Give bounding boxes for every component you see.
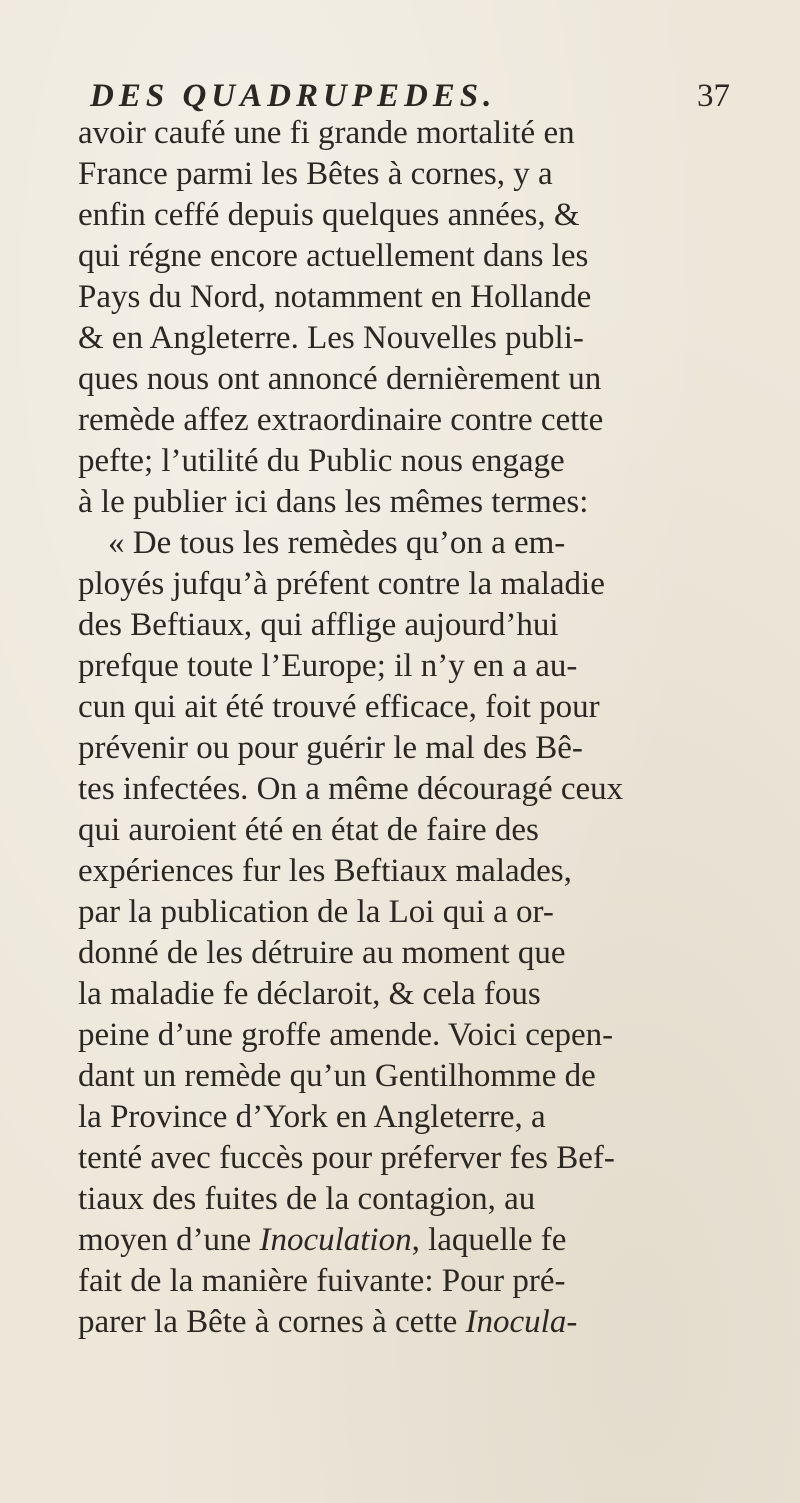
text-line: cun qui ait été trouvé efficace, foit pour [78, 689, 600, 725]
page-number: 37 [697, 78, 730, 114]
text-line: tes infectées. On a même découragé ceux [78, 771, 624, 807]
text-line: expériences fur les Beftiaux malades, [78, 853, 572, 889]
text-line: fait de la manière fuivante: Pour pré- [78, 1263, 566, 1299]
line-text-rest: , laquelle fe [411, 1222, 567, 1258]
text-line: France parmi les Bêtes à cornes, y a [78, 156, 553, 192]
text-line: Pays du Nord, notamment en Hollande [78, 279, 592, 315]
text-line: prefque toute l’Europe; il n’y en a au- [78, 648, 578, 684]
text-line: ployés jufqu’à préfent contre la maladie [78, 566, 605, 602]
text-line: & en Angleterre. Les Nouvelles publi- [78, 320, 584, 356]
text-line: la maladie fe déclaroit, & cela fous [78, 976, 541, 1012]
text-line [78, 1217, 566, 1263]
text-line: qui auroient été en état de faire des [78, 812, 539, 848]
text-line: « De tous les remèdes qu’on a em- [108, 525, 566, 561]
text-line: donné de les détruire au moment que [78, 935, 566, 971]
text-line: prévenir ou pour guérir le mal des Bê- [78, 730, 583, 766]
text-line: dant un remède qu’un Gentilhomme de [78, 1058, 596, 1094]
line-text: moyen d’une [78, 1222, 260, 1258]
text-line: la Province d’York en Angleterre, a [78, 1099, 546, 1135]
text-line: des Beftiaux, qui afflige aujourd’hui [78, 607, 559, 643]
text-line: tenté avec fuccès pour préferver fes Bef- [78, 1140, 615, 1176]
text-line: remède affez extraordinaire contre cette [78, 402, 604, 438]
text-line [78, 1299, 577, 1345]
italic-term: Inocula- [465, 1304, 578, 1340]
text-line: avoir caufé une fi grande mortalité en [78, 115, 575, 151]
text-line: à le publier ici dans les mêmes termes: [78, 484, 589, 520]
running-title: DES QUADRUPEDES. [90, 78, 497, 114]
line-text: parer la Bête à cornes à cette [78, 1304, 466, 1340]
italic-term: Inoculation [259, 1222, 412, 1258]
text-line: ques nous ont annoncé dernièrement un [78, 361, 602, 397]
text-line: peine d’une groffe amende. Voici cepen- [78, 1017, 614, 1053]
text-line: enfin ceffé depuis quelques années, & [78, 197, 580, 233]
text-line: qui régne encore actuellement dans les [78, 238, 589, 274]
text-line: par la publication de la Loi qui a or- [78, 894, 554, 930]
text-line: pefte; l’utilité du Public nous engage [78, 443, 565, 479]
text-line: tiaux des fuites de la contagion, au [78, 1181, 536, 1217]
